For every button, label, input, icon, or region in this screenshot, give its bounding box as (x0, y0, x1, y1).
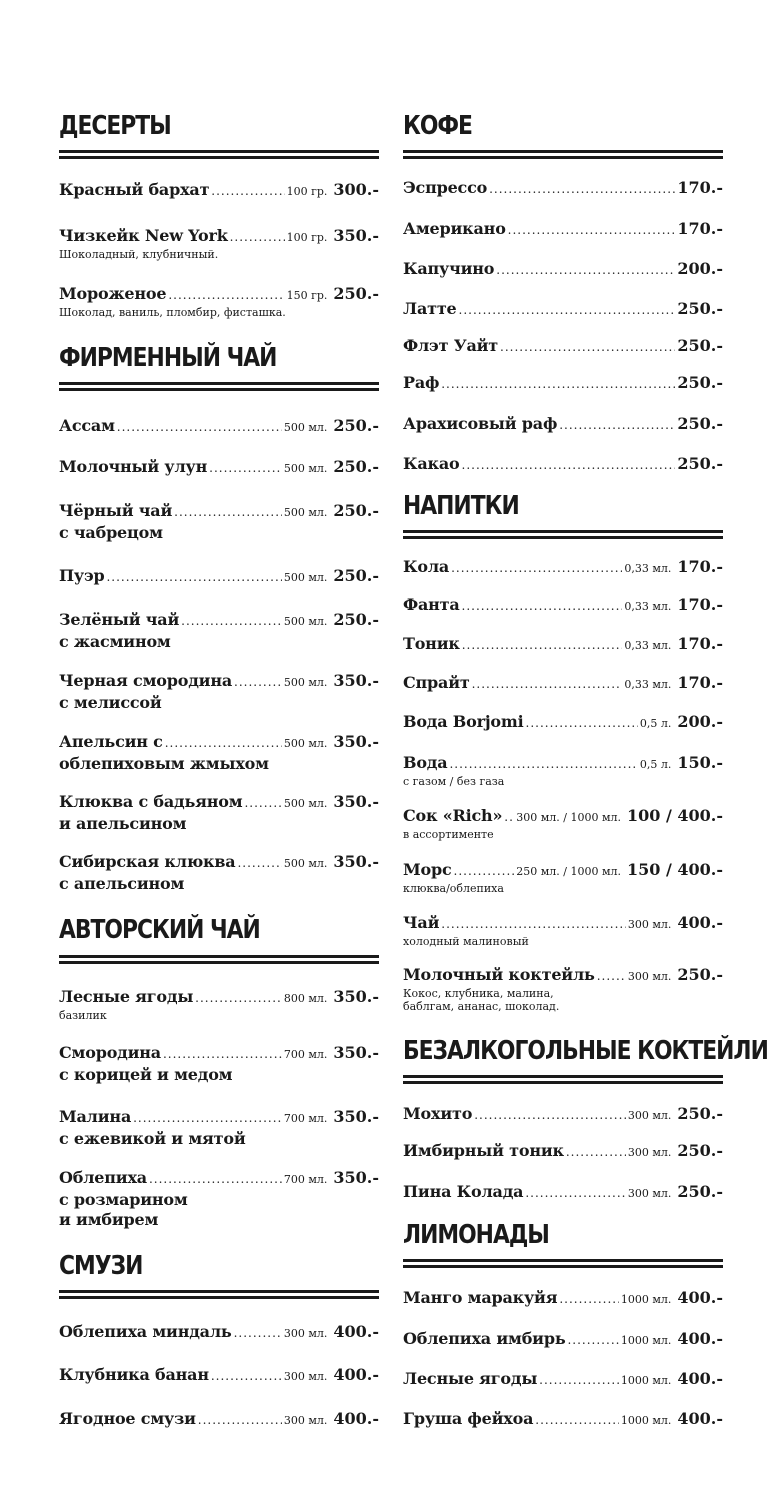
leader-dots (462, 638, 623, 652)
item-name: Латте (403, 299, 457, 318)
item-price: 250.- (677, 965, 723, 984)
item-size: 0,33 мл. (624, 600, 672, 613)
item-size: 300 мл. (283, 1327, 328, 1340)
menu-item (59, 1409, 379, 1431)
item-price: 350.- (333, 226, 379, 245)
menu-item (403, 913, 723, 948)
leader-dots (234, 1326, 282, 1340)
menu-item (59, 852, 379, 894)
leader-dots (149, 1172, 282, 1186)
item-size: 250 мл. / 1000 мл. (516, 865, 621, 878)
menu-item (59, 1107, 379, 1149)
item-size: 500 мл. (283, 737, 328, 750)
item-description: Шоколад, ваниль, пломбир, фисташка. (59, 306, 286, 319)
menu-item (403, 712, 723, 734)
item-name: Черная смородина (59, 671, 233, 690)
item-price: 400.- (333, 1409, 379, 1428)
item-name: Сибирская клюква (59, 852, 236, 871)
menu-item (59, 1043, 379, 1085)
section-title-drinks: НАПИТКИ (403, 491, 519, 521)
item-name: Вода (403, 753, 448, 772)
menu-item (59, 610, 379, 652)
item-price: 100 / 400.- (627, 806, 723, 825)
section-title-smoothie: СМУЗИ (59, 1251, 143, 1281)
item-size: 500 мл. (283, 797, 328, 810)
section-title-signature-tea: ФИРМЕННЫЙ ЧАЙ (59, 343, 277, 373)
leader-dots (525, 1186, 626, 1200)
menu-item (403, 673, 723, 695)
item-size: 1000 мл. (620, 1334, 672, 1347)
leader-dots (174, 505, 282, 519)
item-size: 0,33 мл. (624, 562, 672, 575)
menu-item (403, 1329, 723, 1351)
menu-item (403, 414, 723, 436)
leader-dots (106, 570, 281, 584)
item-price: 400.- (333, 1322, 379, 1341)
item-size: 1000 мл. (620, 1374, 672, 1387)
leader-dots (449, 757, 637, 771)
menu-item (403, 178, 723, 200)
item-name: Облепиха миндаль (59, 1322, 232, 1341)
leader-dots (539, 1373, 619, 1387)
item-size: 0,33 мл. (624, 639, 672, 652)
item-name: Малина (59, 1107, 132, 1126)
item-name: Чёрный чай (59, 501, 173, 520)
leader-dots (165, 736, 282, 750)
item-price: 200.- (677, 712, 723, 731)
item-price: 250.- (333, 501, 379, 520)
item-size: 300 мл. (627, 918, 672, 931)
item-name: Раф (403, 373, 440, 392)
item-name: Зелёный чай (59, 610, 180, 629)
item-size: 300 мл. / 1000 мл. (516, 811, 621, 824)
menu-item (59, 457, 379, 479)
menu-item (403, 753, 723, 788)
item-name: Эспрессо (403, 178, 488, 197)
section-divider (59, 1290, 379, 1299)
item-size: 500 мл. (283, 462, 328, 475)
section-title-author-tea: АВТОРСКИЙ ЧАЙ (59, 915, 260, 945)
item-price: 170.- (677, 219, 723, 238)
menu-item (403, 1288, 723, 1310)
item-price: 350.- (333, 987, 379, 1006)
item-name-line2: с чабрецом (59, 523, 163, 542)
item-size: 100 гр. (286, 185, 328, 198)
section-divider (403, 150, 723, 159)
leader-dots (211, 1369, 282, 1383)
leader-dots (597, 969, 626, 983)
item-price: 250.- (677, 373, 723, 392)
menu-item (403, 219, 723, 241)
item-price: 170.- (677, 557, 723, 576)
menu-item (403, 336, 723, 358)
menu-item (403, 373, 723, 395)
item-name: Облепиха (59, 1168, 147, 1187)
item-name: Кола (403, 557, 450, 576)
item-name: Манго маракуйя (403, 1288, 558, 1307)
item-price: 350.- (333, 671, 379, 690)
item-name: Пина Колада (403, 1182, 524, 1201)
item-price: 250.- (677, 414, 723, 433)
item-price: 170.- (677, 178, 723, 197)
item-size: 500 мл. (283, 615, 328, 628)
item-name: Смородина (59, 1043, 161, 1062)
leader-dots (559, 1292, 619, 1306)
item-name: Груша фейхоа (403, 1409, 534, 1428)
item-size: 700 мл. (283, 1048, 328, 1061)
section-divider (59, 955, 379, 964)
leader-dots (168, 288, 284, 302)
item-name: Американо (403, 219, 506, 238)
section-title-desserts: ДЕСЕРТЫ (59, 111, 171, 141)
leader-dots (441, 917, 626, 931)
item-price: 400.- (677, 1288, 723, 1307)
menu-item (59, 566, 379, 588)
leader-dots (472, 677, 623, 691)
item-price: 400.- (677, 1369, 723, 1388)
item-price: 400.- (677, 913, 723, 932)
item-price: 150.- (677, 753, 723, 772)
leader-dots (198, 1413, 282, 1427)
section-divider (403, 1259, 723, 1268)
item-description: Кокос, клубника, малина, (403, 987, 554, 1000)
item-name: Фанта (403, 595, 460, 614)
leader-dots (500, 340, 675, 354)
item-name: Чизкейк New York (59, 226, 228, 245)
menu-item (403, 634, 723, 656)
item-size: 500 мл. (283, 571, 328, 584)
leader-dots (451, 561, 622, 575)
item-size: 300 мл. (283, 1414, 328, 1427)
item-size: 150 гр. (286, 289, 328, 302)
leader-dots (237, 856, 281, 870)
item-price: 400.- (333, 1365, 379, 1384)
leader-dots (209, 461, 282, 475)
item-name-line2: с ежевикой и мятой (59, 1129, 246, 1148)
item-price: 250.- (333, 416, 379, 435)
item-name: Ассам (59, 416, 115, 435)
menu-item (59, 1322, 379, 1344)
menu-item (403, 806, 723, 841)
menu-item (59, 671, 379, 713)
item-name: Спрайт (403, 673, 470, 692)
menu-item (403, 1369, 723, 1391)
leader-dots (526, 716, 638, 730)
item-price: 170.- (677, 673, 723, 692)
menu-item (403, 1409, 723, 1431)
item-size: 300 мл. (283, 1370, 328, 1383)
item-price: 300.- (333, 180, 379, 199)
item-name: Чай (403, 913, 440, 932)
item-price: 250.- (677, 1104, 723, 1123)
item-price: 350.- (333, 1043, 379, 1062)
item-name: Вода Borjomi (403, 712, 524, 731)
item-size: 700 мл. (283, 1173, 328, 1186)
section-divider (403, 1075, 723, 1084)
item-name: Молочный улун (59, 457, 208, 476)
leader-dots (508, 223, 676, 237)
item-description: холодный малиновый (403, 935, 529, 948)
item-price: 250.- (333, 457, 379, 476)
leader-dots (117, 420, 282, 434)
item-name: Морс (403, 860, 452, 879)
item-price: 170.- (677, 595, 723, 614)
menu-item (403, 259, 723, 281)
menu-item (59, 180, 379, 202)
leader-dots (567, 1333, 618, 1347)
item-name: Мохито (403, 1104, 473, 1123)
item-name-line2: и апельсином (59, 814, 187, 833)
menu-item (403, 860, 723, 895)
item-price: 350.- (333, 1107, 379, 1126)
item-price: 350.- (333, 1168, 379, 1187)
item-size: 300 мл. (627, 1146, 672, 1159)
item-name: Мороженое (59, 284, 167, 303)
item-name: Арахисовый раф (403, 414, 558, 433)
menu-item (59, 1365, 379, 1387)
leader-dots (462, 599, 623, 613)
menu-item (403, 1141, 723, 1163)
item-size: 500 мл. (283, 857, 328, 870)
leader-dots (496, 263, 675, 277)
leader-dots (211, 184, 284, 198)
menu-item (59, 501, 379, 543)
item-description: с газом / без газа (403, 775, 505, 788)
item-price: 400.- (677, 1409, 723, 1428)
menu-item (59, 284, 379, 319)
leader-dots (459, 303, 676, 317)
section-divider (59, 150, 379, 159)
leader-dots (195, 991, 282, 1005)
item-price: 250.- (333, 284, 379, 303)
item-price: 400.- (677, 1329, 723, 1348)
menu-item (403, 1182, 723, 1204)
leader-dots (474, 1108, 626, 1122)
item-name-line2: облепиховым жмыхом (59, 754, 269, 773)
item-size: 0,33 мл. (624, 678, 672, 691)
item-name: Ягодное смузи (59, 1409, 196, 1428)
item-size: 0,5 л. (639, 758, 672, 771)
menu-item (403, 454, 723, 476)
item-name: Красный бархат (59, 180, 210, 199)
leader-dots (535, 1413, 619, 1427)
menu-item (59, 1168, 379, 1230)
item-description: в ассортименте (403, 828, 494, 841)
item-size: 100 гр. (286, 231, 328, 244)
leader-dots (163, 1047, 282, 1061)
item-name: Облепиха имбирь (403, 1329, 566, 1348)
item-name: Какао (403, 454, 460, 473)
menu-item (403, 557, 723, 579)
section-title-coffee: КОФЕ (403, 111, 472, 141)
item-name-line2: с корицей и медом (59, 1065, 233, 1084)
leader-dots (230, 230, 285, 244)
item-name: Лесные ягоды (403, 1369, 538, 1388)
item-name-line2: с жасмином (59, 632, 171, 651)
leader-dots (181, 614, 282, 628)
item-price: 250.- (333, 566, 379, 585)
item-name: Пуэр (59, 566, 105, 585)
leader-dots (244, 796, 281, 810)
item-price: 250.- (677, 299, 723, 318)
section-divider (59, 382, 379, 391)
item-description: базилик (59, 1009, 107, 1022)
section-title-lemonades: ЛИМОНАДЫ (403, 1220, 549, 1250)
leader-dots (504, 810, 514, 824)
item-size: 500 мл. (283, 676, 328, 689)
item-name: Флэт Уайт (403, 336, 499, 355)
item-price: 250.- (677, 1182, 723, 1201)
menu-column-left (59, 0, 379, 1500)
leader-dots (441, 377, 675, 391)
item-price: 200.- (677, 259, 723, 278)
item-price: 250.- (333, 610, 379, 629)
item-size: 500 мл. (283, 506, 328, 519)
item-size: 700 мл. (283, 1112, 328, 1125)
menu-item (59, 732, 379, 774)
menu-item (403, 299, 723, 321)
item-size: 300 мл. (627, 1109, 672, 1122)
item-name: Молочный коктейль (403, 965, 595, 984)
item-size: 1000 мл. (620, 1414, 672, 1427)
item-price: 250.- (677, 336, 723, 355)
item-size: 500 мл. (283, 421, 328, 434)
item-name-line2: с мелиссой (59, 693, 162, 712)
menu-item (59, 226, 379, 261)
item-name: Тоник (403, 634, 460, 653)
item-size: 800 мл. (283, 992, 328, 1005)
item-description: клюква/облепиха (403, 882, 504, 895)
item-size: 300 мл. (627, 970, 672, 983)
menu-item (59, 792, 379, 834)
item-name: Сок «Rich» (403, 806, 503, 825)
menu-item (59, 987, 379, 1022)
item-size: 0,5 л. (639, 717, 672, 730)
item-name: Клубника банан (59, 1365, 209, 1384)
item-price: 250.- (677, 1141, 723, 1160)
leader-dots (559, 418, 675, 432)
item-name: Капучино (403, 259, 495, 278)
menu-item (59, 416, 379, 438)
item-size: 300 мл. (627, 1187, 672, 1200)
item-name: Апельсин с (59, 732, 163, 751)
leader-dots (462, 458, 676, 472)
section-title-mocktails: БЕЗАЛКОГОЛЬНЫЕ КОКТЕЙЛИ (403, 1036, 768, 1066)
item-name-line2: с розмарином (59, 1190, 188, 1209)
leader-dots (454, 864, 515, 878)
leader-dots (234, 675, 282, 689)
item-name: Клюква с бадьяном (59, 792, 243, 811)
menu-item (403, 965, 723, 1013)
item-name: Лесные ягоды (59, 987, 194, 1006)
item-name-line2: с апельсином (59, 874, 185, 893)
item-price: 350.- (333, 732, 379, 751)
menu-column-right (403, 0, 768, 1500)
menu-item (403, 1104, 723, 1126)
item-price: 250.- (677, 454, 723, 473)
menu-item (403, 595, 723, 617)
item-name-line3: и имбирем (59, 1210, 159, 1229)
item-size: 1000 мл. (620, 1293, 672, 1306)
item-price: 350.- (333, 852, 379, 871)
leader-dots (489, 182, 675, 196)
item-price: 170.- (677, 634, 723, 653)
leader-dots (133, 1111, 282, 1125)
item-price: 150 / 400.- (627, 860, 723, 879)
leader-dots (566, 1145, 626, 1159)
item-price: 350.- (333, 792, 379, 811)
item-description-line2: баблгам, ананас, шоколад. (403, 1000, 560, 1013)
section-divider (403, 530, 723, 539)
item-description: Шоколадный, клубничный. (59, 248, 219, 261)
item-name: Имбирный тоник (403, 1141, 564, 1160)
